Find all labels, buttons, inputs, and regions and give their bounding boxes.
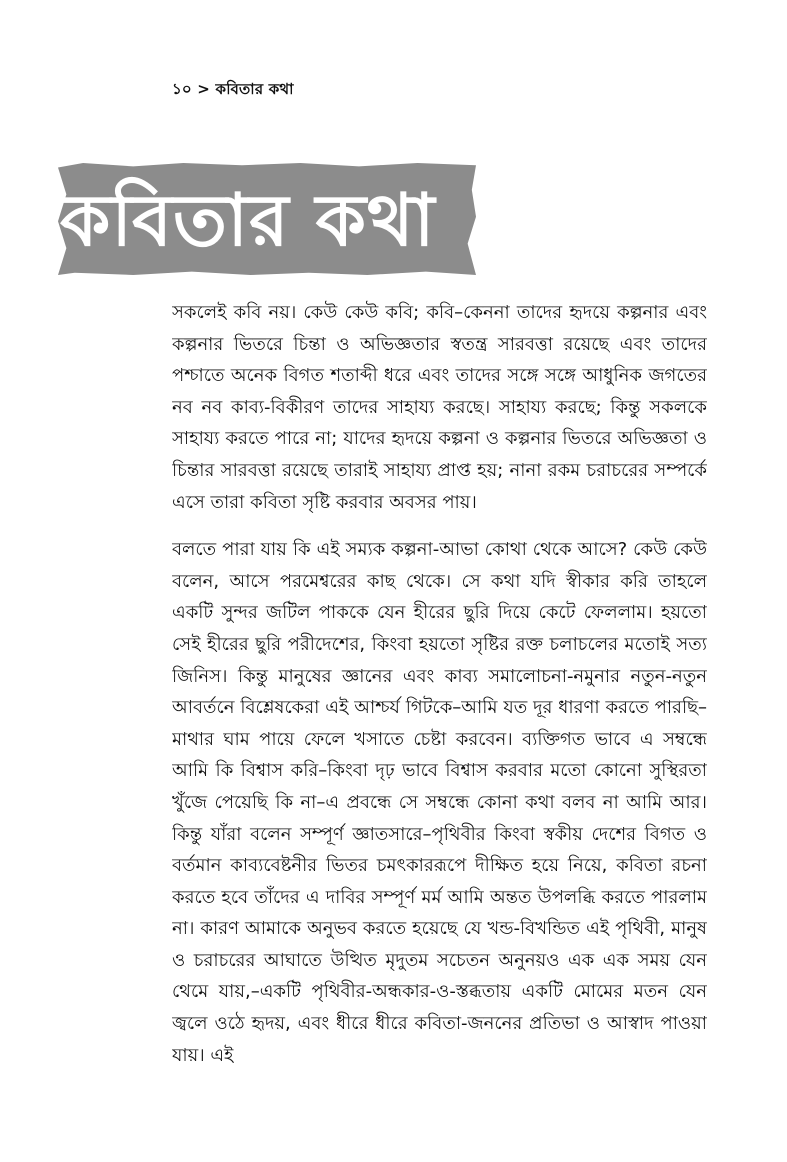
chapter-title: কবিতার কথা [60,178,436,262]
paragraph-1: সকলেই কবি নয়। কেউ কেউ কবি; কবি–কেননা তাদের হৃদয়ে কল্পনার এবং কল্পনার ভিতরে চিন্তা ও অভিজ্ঞতার স্বতন্ত্র সারবত্তা রয়েছে এবং তাদের পশ্চাতে অনেক বিগত শতাব্দী ধরে এবং তাদের সঙ্গে সঙ্গে আধুনিক জগতের নব নব কাব্য-বিকীরণ তাদের সাহায্য করছে। সাহায্য করছে; কিন্তু সকলকে সাহায্য করতে পারে না; যাদের হৃদয়ে কল্পনা ও কল্পনার ভিতরে অভিজ্ঞতা ও চিন্তার সারবত্তা রয়েছে তারাই সাহায্য প্রাপ্ত হয়; নানা রকম চরাচরের সম্পর্কে এসে তারা কবিতা সৃষ্টি করবার অবসর পায়। [172,302,707,513]
running-header: ১০ > কবিতার কথা [172,80,294,98]
paragraph-2: বলতে পারা যায় কি এই সম্যক কল্পনা-আভা কোথা থেকে আসে? কেউ কেউ বলেন, আসে পরমেশ্বরের কাছ থেকে। সে কথা যদি স্বীকার করি তাহলে একটি সুন্দর জটিল পাককে যেন হীরের ছুরি দিয়ে কেটে ফেললাম। হয়তো সেই হীরের ছুরি পরীদেশের, কিংবা হয়তো সৃষ্টির রক্ত চলাচলের মতোই সত্য জিনিস। কিন্তু মানুষের জ্ঞানের এবং কাব্য সমালোচনা-নমুনার নতুন-নতুন আবর্তনে বিশ্লেষকেরা এই আশ্চর্য গিটকে–আমি যত দূর ধারণা করতে পারছি–মাথার ঘাম পায়ে ফেলে খসাতে চেষ্টা করবেন। ব্যক্তিগত ভাবে এ সম্বন্ধে আমি কি বিশ্বাস করি–কিংবা দৃঢ় ভাবে বিশ্বাস করবার মতো কোনো সুস্থিরতা খুঁজে পেয়েছি কি না–এ প্রবন্ধে সে সম্বন্ধে কোনা কথা বলব না আমি আর। কিন্তু যাঁরা বলেন সম্পূর্ণ জ্ঞাতসারে–পৃথিবীর কিংবা স্বকীয় দেশের বিগত ও বর্তমান কাব্যবেষ্টনীর ভিতর চমৎকাররূপে দীক্ষিত হয়ে নিয়ে, কবিতা রচনা করতে হবে তাঁদের এ দাবির সম্পূর্ণ মর্ম আমি অন্তত উপলব্ধি করতে পারলাম না। কারণ আমাকে অনুভব করতে হয়েছে যে খন্ড-বিখন্ডিত এই পৃথিবী, মানুষ ও চরাচরের আঘাতে উত্থিত মৃদুতম সচেতন অনুনয়ও এক এক সময় যেন থেমে যায়,–একটি পৃথিবীর-অন্ধকার-ও-স্তব্ধতায় একটি মোমের মতন যেন জ্বলে ওঠে হৃদয়, এবং ধীরে ধীরে কবিতা-জননের প্রতিভা ও আস্বাদ পাওয়া যায়। এই [172,539,707,1066]
body-text [172,297,707,1097]
